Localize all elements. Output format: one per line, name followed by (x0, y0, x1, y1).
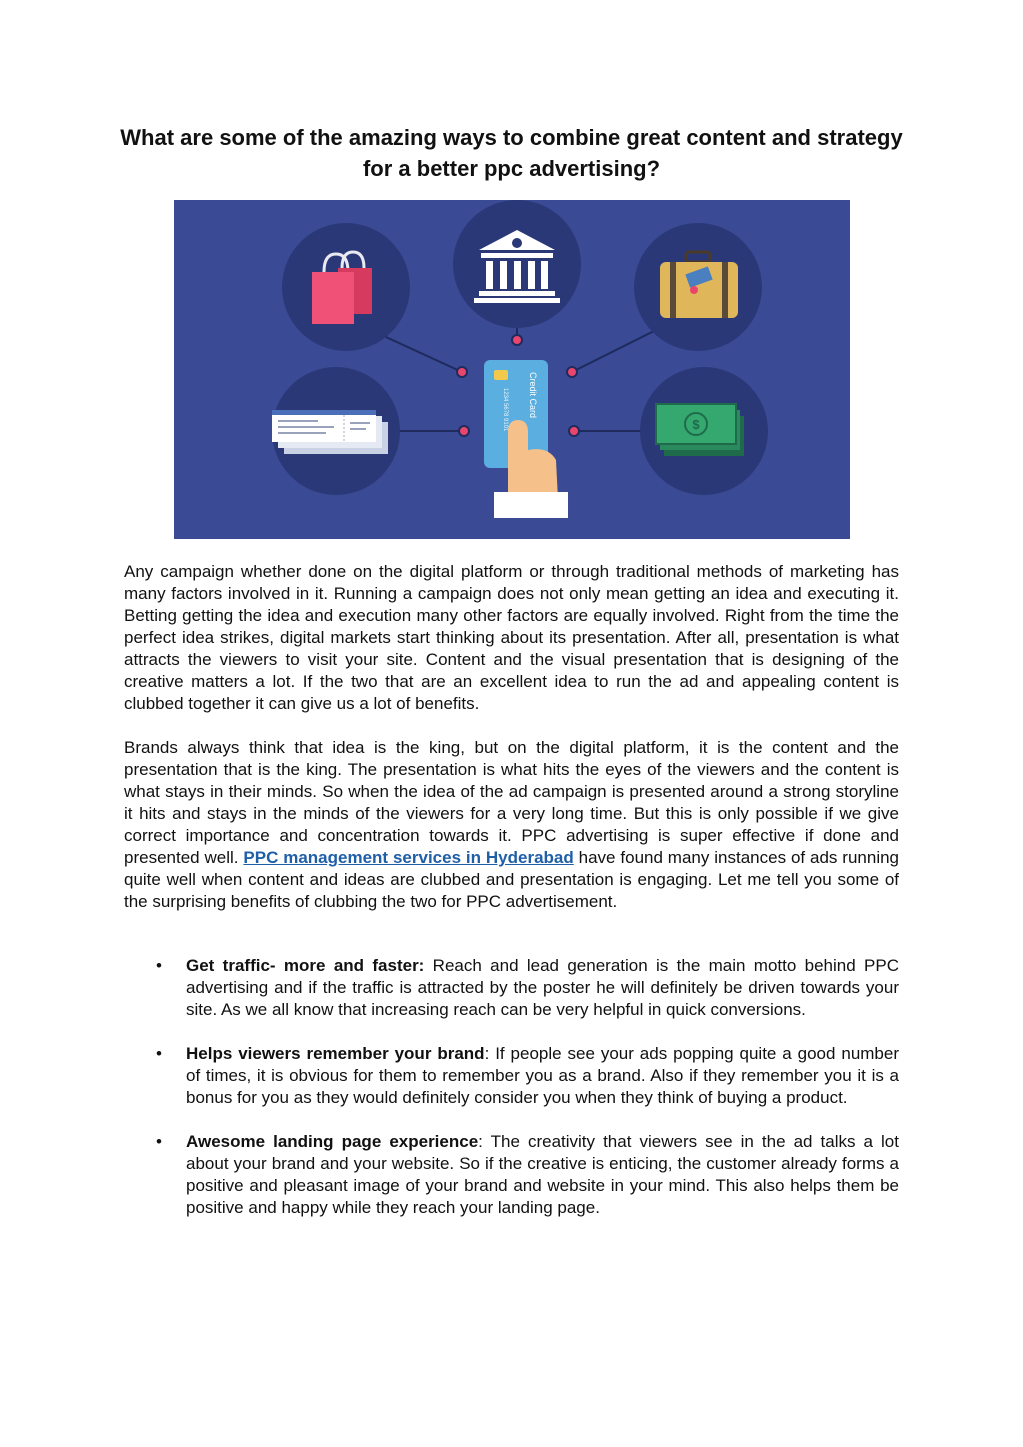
money-bills-icon (656, 404, 744, 456)
svg-text:$: $ (692, 417, 700, 432)
ppc-services-link[interactable]: PPC management services in Hyderabad (243, 848, 574, 867)
list-item (124, 1043, 899, 1109)
svg-text:1234 5678 9101: 1234 5678 9101 (502, 388, 508, 432)
bullet-marker: • (156, 1132, 162, 1151)
bullet-marker: • (156, 1044, 162, 1063)
second-paragraph-text-after: have found many instances of ads running quite well when content and ideas are clubbed and presentation is engaging. Let me tell you some of the surprising benefits of clubbing the two for PPC advertisement. (124, 848, 900, 911)
list-item (124, 1131, 899, 1219)
list-item-text: : The creativity that viewers see in the ad talks a lot about your brand and your website. So if the creative is enticing, the customer already forms a positive and pleasant image of your brand and website in your mind. This also helps them be positive and happy while they reach your landing page. (186, 1132, 899, 1217)
list-item-heading: Awesome landing page experience (186, 1132, 479, 1151)
second-paragraph-text-before: Brands always think that idea is the king, but on the digital platform, it is the content and the presentation that is the king. The presentation is what hits the eyes of the viewers and the content is what stays in their minds. So when the idea of the ad campaign is presented around a strong storyline it hits and stays in the minds of the viewers for a very long time. But this is only possible if we give correct importance and concentration towards it. PPC advertising is super effective if done and presented well. (124, 738, 899, 867)
intro-paragraph: Any campaign whether done on the digital platform or through traditional methods of marketing has many factors involved in it. Running a campaign does not only mean getting an idea and executing it. Betting getting the idea and execution many other factors are equally involved. Right from the time the perfect idea strikes, digital markets start thinking about its presentation. After all, presentation is what attracts the viewers to visit your site. Content and the visual presentation that is designing of the creative matters a lot. If the two that are an excellent idea to run the ad and appealing content is clubbed together it can give us a lot of benefits. (124, 562, 899, 713)
list-item (124, 955, 899, 1021)
list-item-text: : If people see your ads popping quite a good number of times, it is obvious for them to remember you as a brand. Also if they remember you it is a bonus for you as they would definitely consider you when they think of buying a product. (186, 1044, 900, 1107)
list-item-heading: Get traffic- more and faster: (186, 956, 425, 975)
second-paragraph (124, 737, 899, 913)
list-item-text: Reach and lead generation is the main motto behind PPC advertising and if the traffic is attracted by the poster he will definitely be driven towards your site. As we all know that increasing reach can be very helpful in quick conversions. (186, 956, 899, 1019)
bullet-marker: • (156, 956, 162, 975)
page-title: What are some of the amazing ways to combine great content and strategy for a better ppc advertising? (120, 125, 903, 181)
hero-illustration (174, 200, 850, 539)
benefits-list (124, 955, 899, 1241)
flight-tickets-icon (272, 410, 388, 454)
list-item-heading: Helps viewers remember your brand (186, 1044, 485, 1063)
svg-text:Credit Card: Credit Card (528, 372, 538, 419)
